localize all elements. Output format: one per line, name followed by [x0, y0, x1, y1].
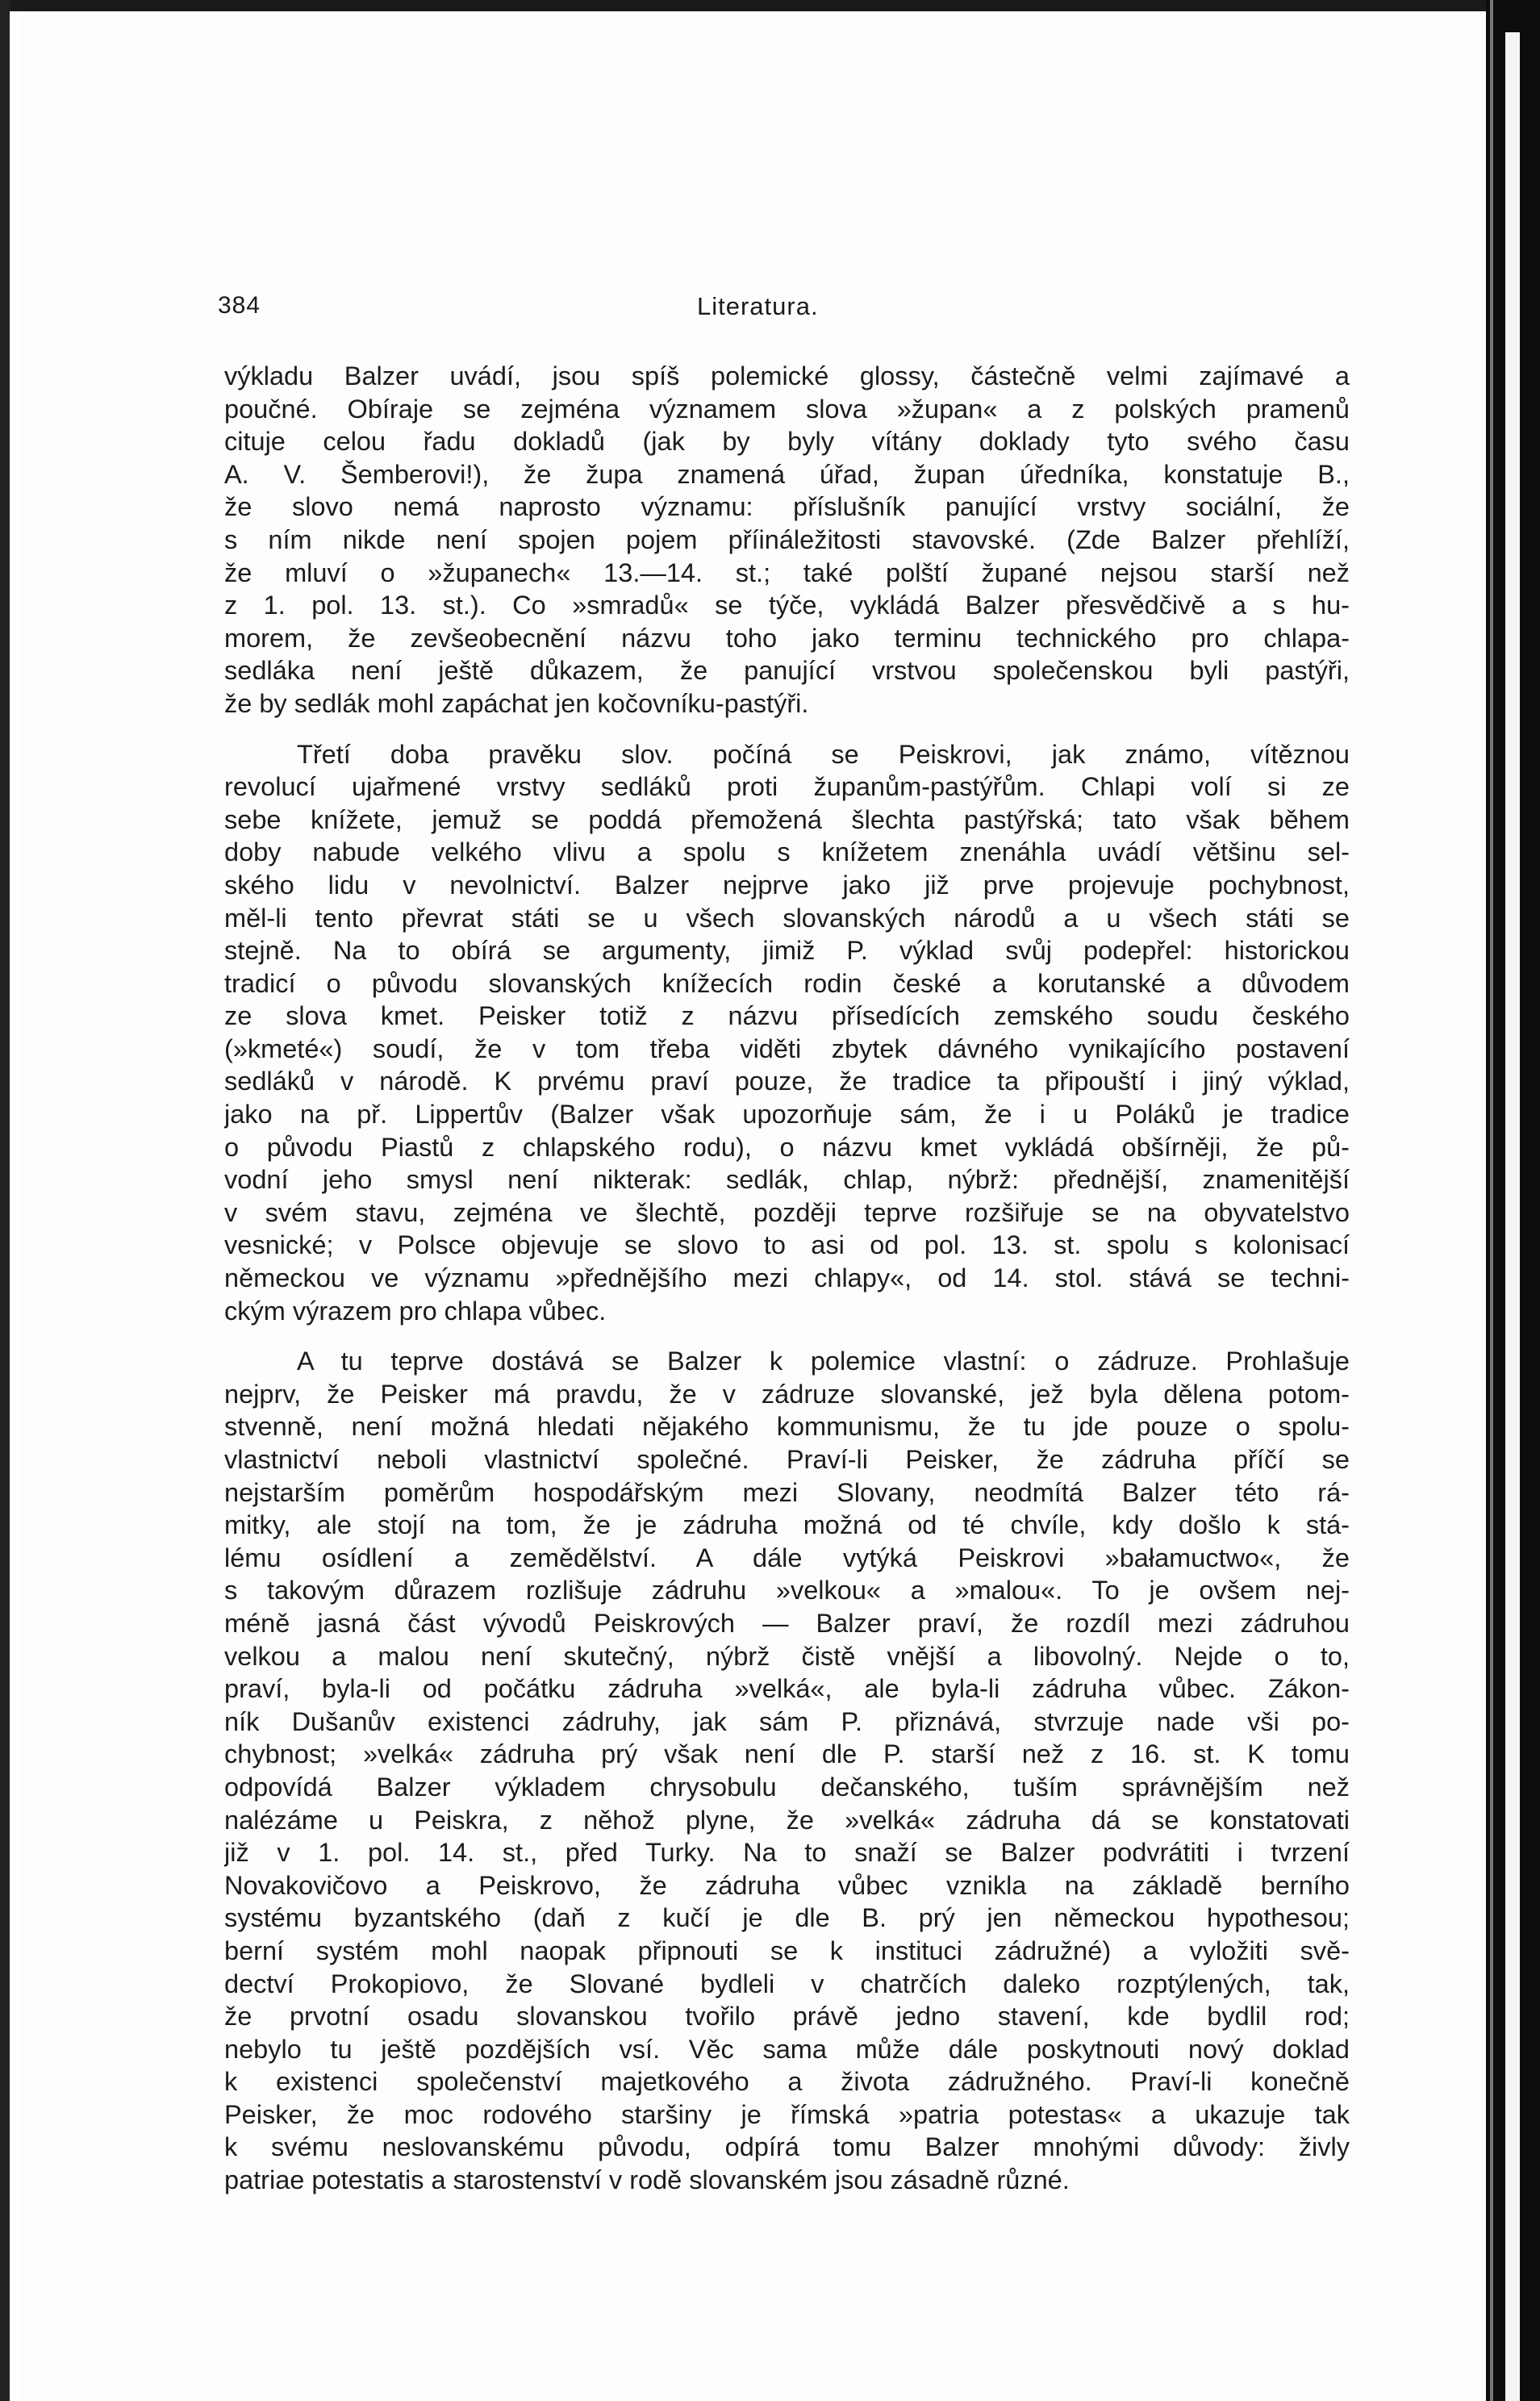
text-line: doby nabude velkého vlivu a spolu s knížetem znenáhla uvádí většinu sel- [224, 837, 1350, 867]
scan-border-right-line [1490, 0, 1493, 2401]
text-line: A tu teprve dostává se Balzer k polemice vlastní: o zádruze. Prohlašuje [297, 1347, 1350, 1376]
text-line: mitky, ale stojí na tom, že je zádruha možná od té chvíle, kdy došlo k stá- [224, 1510, 1350, 1540]
text-line: o původu Piastů z chlapského rodu), o názvu kmet vykládá obšírněji, že pů- [224, 1132, 1350, 1162]
text-line: měl-li tento převrat státi se u všech slovanských národů a u všech státi se [224, 903, 1350, 933]
scan-border-top [0, 0, 1540, 11]
text-line: že slovo nemá naprosto významu: příslušník panující vrstvy sociální, že [224, 492, 1350, 522]
text-line: výkladu Balzer uvádí, jsou spíš polemické glossy, částečně velmi zajímavé a [224, 361, 1350, 390]
text-line: v svém stavu, zejména ve šlechtě, později teprve rozšiřuje se na obyvatelstvo [224, 1197, 1350, 1227]
scan-edge-strip [1505, 32, 1520, 2401]
running-head: Literatura. [697, 292, 819, 320]
text-line: (»kmeté«) soudí, že v tom třeba viděti zbytek dávného vynikajícího postavení [224, 1033, 1350, 1063]
text-line: cituje celou řadu dokladů (jak by byly vítány doklady tyto svého času [224, 427, 1350, 457]
text-line: praví, byla-li od počátku zádruha »velká«, ale byla-li zádruha vůbec. Zákon- [224, 1674, 1350, 1704]
text-line: chybnost; »velká« zádruha prý však není dle P. starší než z 16. st. K tomu [224, 1739, 1350, 1769]
text-line: morem, že zevšeobecnění názvu toho jako terminu technického pro chlapa- [224, 623, 1350, 653]
text-line: že mluví o »županech« 13.—14. st.; také polští župané nejsou starší než [224, 557, 1350, 587]
text-line: jako na př. Lippertův (Balzer však upozorňuje sám, že i u Poláků je tradice [224, 1100, 1350, 1130]
text-line: nejstarším poměrům hospodářským mezi Slovany, neodmítá Balzer této rá- [224, 1477, 1350, 1507]
text-line: odpovídá Balzer výkladem chrysobulu dečanského, tuším správnějším než [224, 1772, 1350, 1802]
text-line: nebylo tu ještě pozdějších vsí. Věc sama může dále poskytnouti nový doklad [224, 2034, 1350, 2064]
page-header [218, 292, 1347, 328]
text-line: A. V. Šemberovi!), že župa znamená úřad, župan úředníka, konstatuje B., [224, 459, 1350, 489]
text-line: velkou a malou není skutečný, nýbrž čistě vnější a libovolný. Nejde o to, [224, 1641, 1350, 1671]
text-line: stejně. Na to obírá se argumenty, jimiž P. výklad svůj podepřel: historickou [224, 936, 1350, 966]
text-line: Novakovičovo a Peiskrovo, že zádruha vůbec vznikla na základě berního [224, 1870, 1350, 1900]
text-line: vlastnictví neboli vlastnictví společné. Praví-li Peisker, že zádruha příčí se [224, 1445, 1350, 1474]
text-line: revolucí ujařmené vrstvy sedláků proti županům-pastýřům. Chlapi volí si ze [224, 772, 1350, 802]
text-line: nejprv, že Peisker má pravdu, že v zádruze slovanské, jež byla dělena potom- [224, 1379, 1350, 1409]
text-line: ze slova kmet. Peisker totiž z názvu přísedících zemského soudu českého [224, 1001, 1350, 1031]
text-line: sedláka není ještě důkazem, že panující vrstvou společenskou byli pastýři, [224, 656, 1350, 686]
text-line: ník Dušanův existenci zádruhy, jak sám P. přiznává, stvrzuje nade vši po- [224, 1706, 1350, 1736]
scan-border-left [0, 0, 10, 2401]
text-line: vodní jeho smysl není nikterak: sedlák, chlap, nýbrž: přednější, znamenitější [224, 1165, 1350, 1195]
text-line: lému osídlení a zemědělství. A dále vytýká Peiskrovi »bałamuctwo«, že [224, 1543, 1350, 1572]
text-line: stvenně, není možná hledati nějakého kommunismu, že tu jde pouze o spolu- [224, 1412, 1350, 1442]
text-line: berní systém mohl naopak připnouti se k instituci zádružné) a vyložiti svě- [224, 1935, 1350, 1965]
text-line: dectví Prokopiovo, že Slované bydleli v chatrčích daleko rozptýlených, tak, [224, 1969, 1350, 1998]
page-number: 384 [218, 292, 261, 319]
text-line: že by sedlák mohl zapáchat jen kočovníku-pastýři. [224, 688, 809, 718]
text-line: k existenci společenství majetkového a života zádružného. Praví-li konečně [224, 2067, 1350, 2097]
text-line: sedláků v národě. K prvému praví pouze, že tradice ta připouští i jiný výklad, [224, 1067, 1350, 1096]
text-line: ského lidu v nevolnictví. Balzer nejprve jako již prve projevuje pochybnost, [224, 870, 1350, 900]
text-line: již v 1. pol. 14. st., před Turky. Na to snaží se Balzer podvrátiti i tvrzení [224, 1838, 1350, 1868]
text-line: sebe knížete, jemuž se poddá přemožená šlechta pastýřská; tato však během [224, 804, 1350, 834]
body-text [224, 360, 1350, 2197]
text-line: s takovým důrazem rozlišuje zádruhu »velkou« a »malou«. To je ovšem nej- [224, 1576, 1350, 1606]
text-line: nalézáme u Peiskra, z něhož plyne, že »velká« zádruha dá se konstatovati [224, 1805, 1350, 1835]
text-line: s ním nikde není spojen pojem příináležitosti stavovské. (Zde Balzer přehlíží, [224, 524, 1350, 554]
text-line: že prvotní osadu slovanskou tvořilo právě jedno stavení, kde bydlil rod; [224, 2002, 1350, 2031]
text-line: Třetí doba pravěku slov. počíná se Peiskrovi, jak známo, vítěznou [297, 739, 1350, 769]
text-line: z 1. pol. 13. st.). Co »smradů« se týče, vykládá Balzer přesvědčivě a s hu- [224, 591, 1350, 620]
text-line: ckým výrazem pro chlapa vůbec. [224, 1296, 607, 1326]
text-line: německou ve významu »přednějšího mezi chlapy«, od 14. stol. stává se techni- [224, 1263, 1350, 1293]
text-line: Peisker, že moc rodového staršiny je římská »patria potestas« a ukazuje tak [224, 2099, 1350, 2129]
paragraph [224, 1345, 1350, 2196]
text-line: patriae potestatis a starostenství v rodě slovanském jsou zásadně různé. [224, 2165, 1070, 2195]
text-line: poučné. Obíraje se zejména významem slova »župan« a z polských pramenů [224, 394, 1350, 424]
paragraph [224, 738, 1350, 1328]
text-line: vesnické; v Polsce objevuje se slovo to asi od pol. 13. st. spolu s kolonisací [224, 1230, 1350, 1260]
text-line: systému byzantského (daň z kučí je dle B. prý jen německou hypothesou; [224, 1903, 1350, 1933]
text-line: k svému neslovanskému původu, odpírá tomu Balzer mnohými důvody: živly [224, 2132, 1350, 2162]
paragraph [224, 360, 1350, 720]
text-line: tradicí o původu slovanských knížecích rodin české a korutanské a důvodem [224, 968, 1350, 998]
text-line: méně jasná část vývodů Peiskrových — Balzer praví, že rozdíl mezi zádruhou [224, 1608, 1350, 1638]
